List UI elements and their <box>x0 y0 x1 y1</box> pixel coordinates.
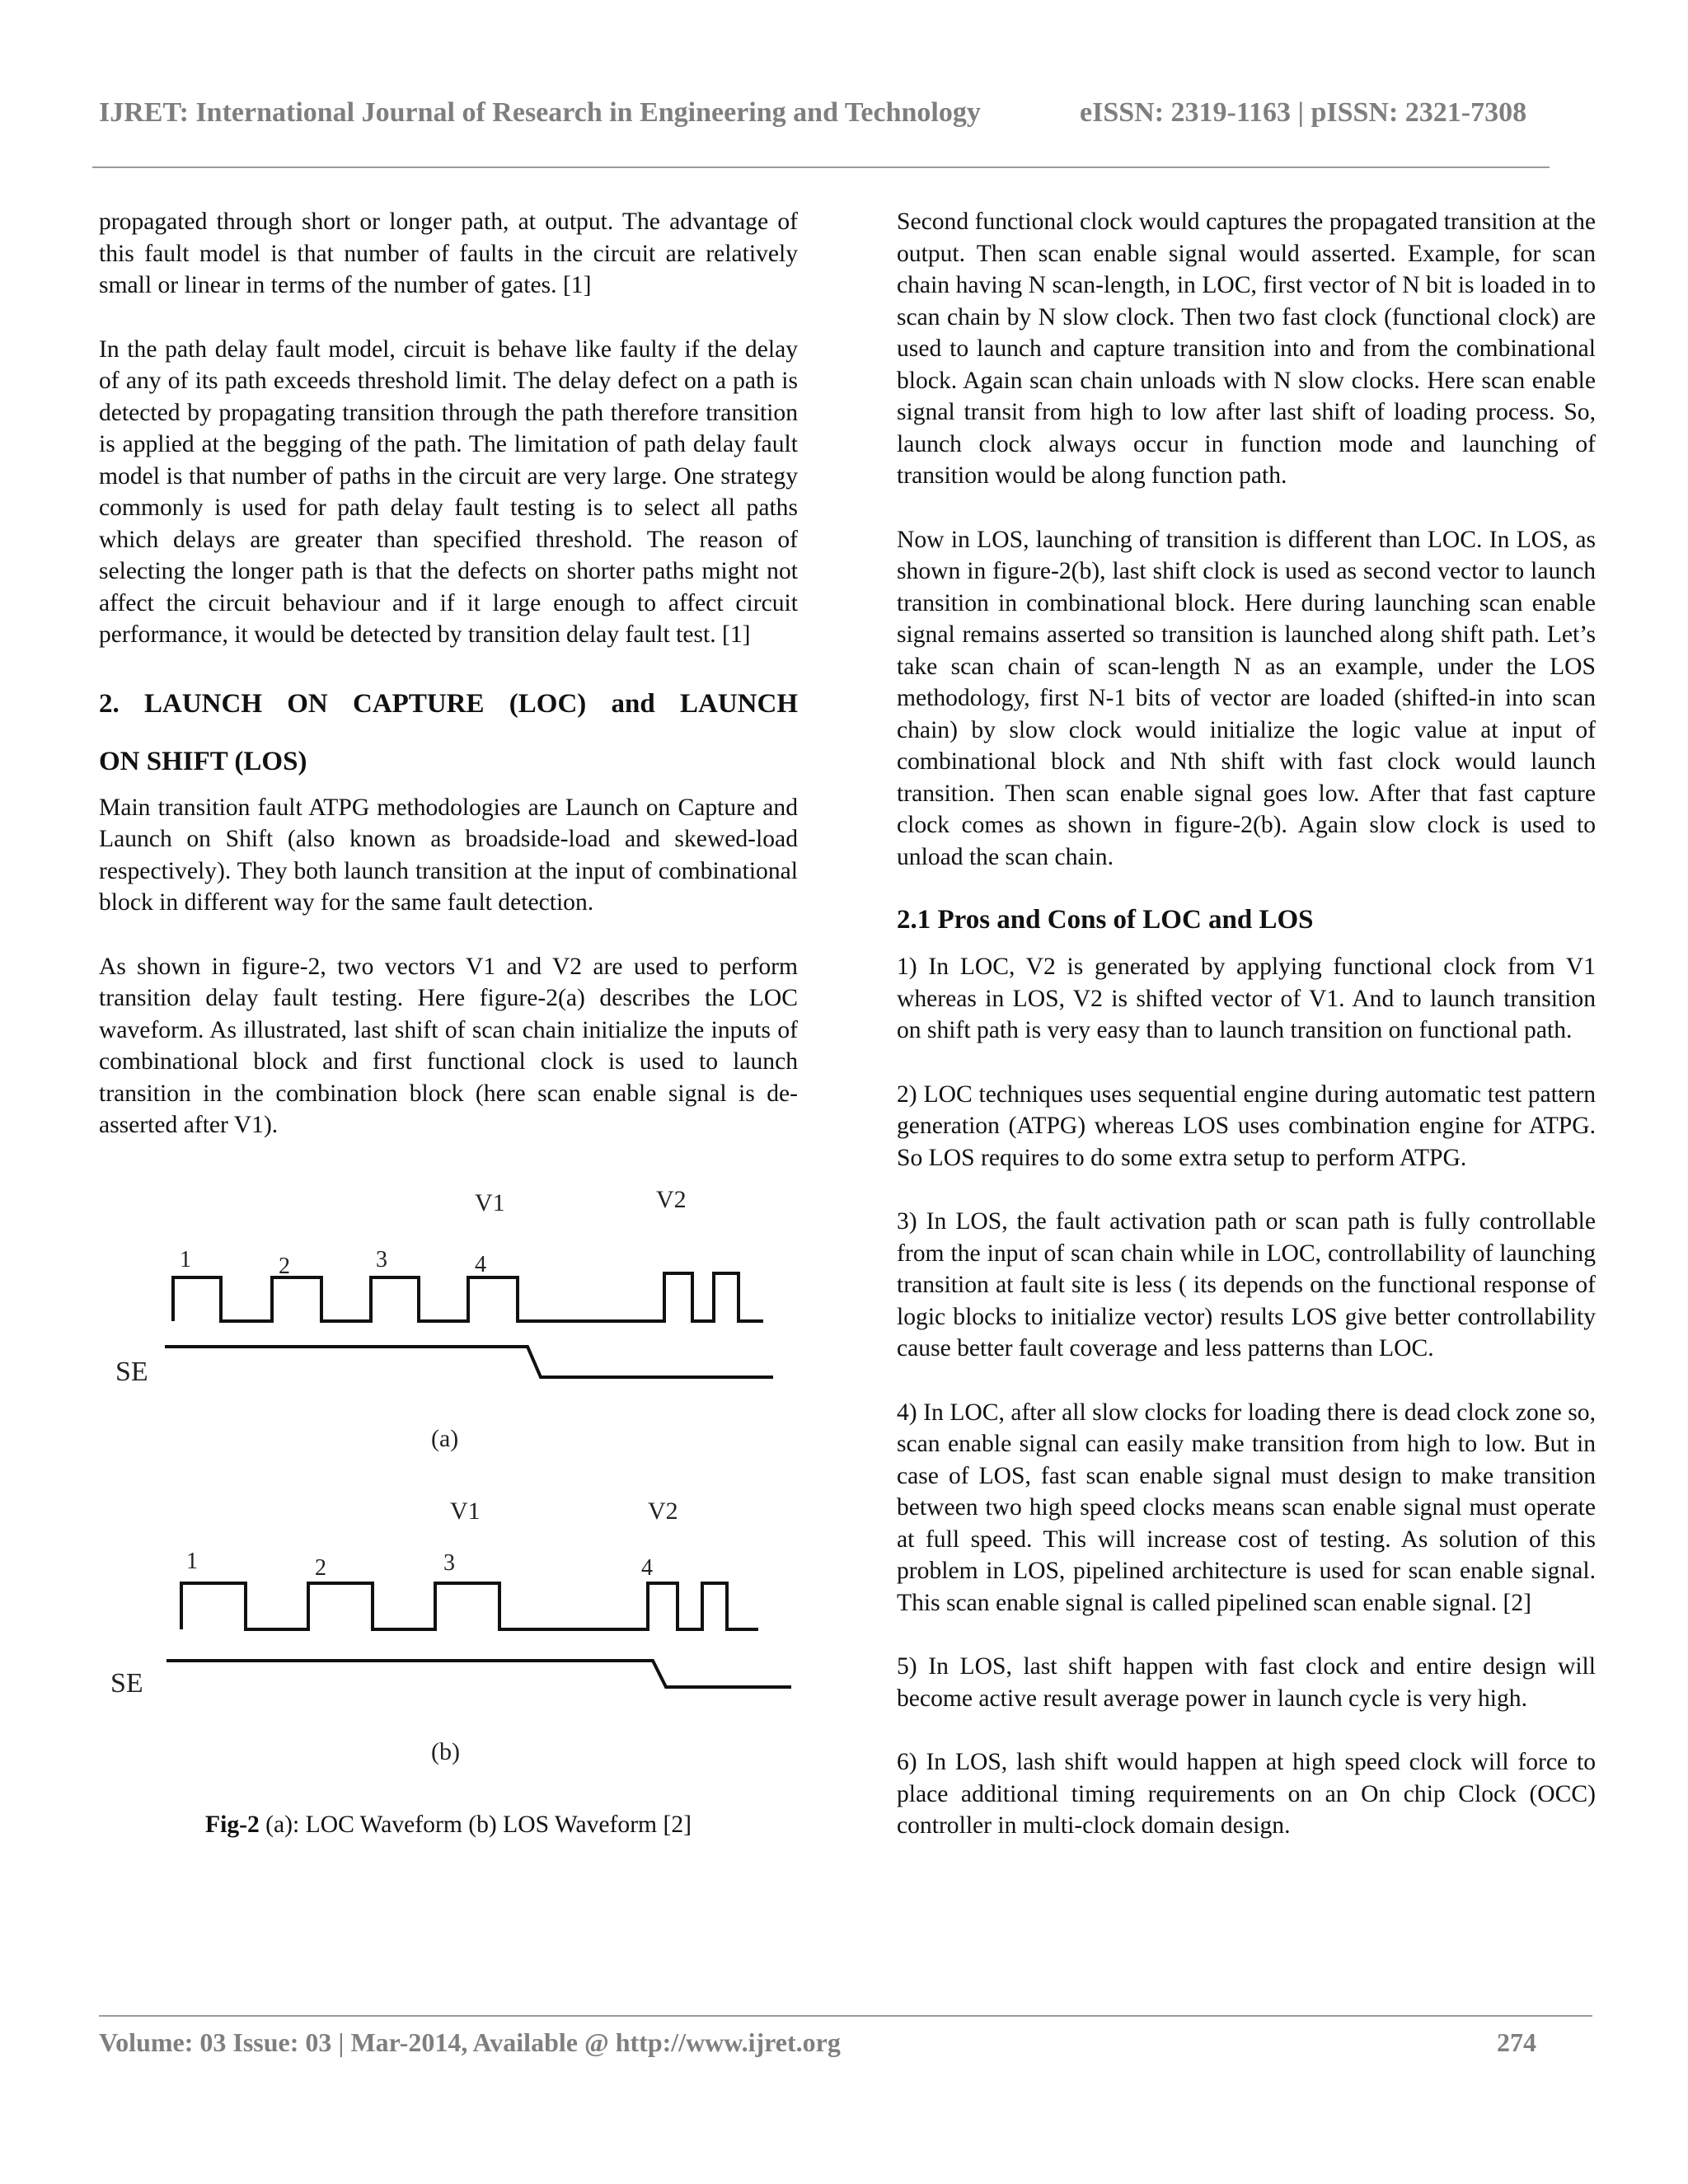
list-item: 6) In LOS, lash shift would happen at high speed clock will force to place additional timing requirements on an On chip Clock (OCC) controller in multi-clock domain design. <box>897 1749 1596 1839</box>
waveform-a-pulse-1: 1 <box>180 1246 191 1272</box>
figure-caption-label: Fig-2 <box>205 1811 260 1838</box>
right-column <box>897 206 1596 1874</box>
waveform-b <box>110 1497 791 1765</box>
section-2-heading-line-2: ON SHIFT (LOS) <box>99 746 307 776</box>
waveform-b-sublabel: (b) <box>431 1737 460 1765</box>
waveform-diagram <box>99 1174 798 1801</box>
right-paragraph-1: Second functional clock would captures the propagated transition at the output. Then scan enable signal would asserted. Example, for scan chain having N scan-length, in LOC, first vector of N bit is loaded in to scan chain by N slow clock. Then two fast clock (functional clock) are used to launch and capture transition into and from the combinational block. Again scan chain unloads with N slow clocks. Here scan enable signal transit from high to low after last shift of loading process. So, launch clock always occur in function mode and launching of transition would be along function path. <box>897 209 1596 489</box>
figure-2 <box>99 1174 798 1900</box>
header-rule <box>92 166 1550 168</box>
figure-caption-text: (a): LOC Waveform (b) LOS Waveform [2] <box>259 1811 692 1838</box>
waveform-a-se-label: SE <box>115 1356 148 1387</box>
page-header <box>99 97 1550 138</box>
issn-line: eISSN: 2319-1163 | pISSN: 2321-7308 <box>1080 97 1527 128</box>
right-paragraph-2: Now in LOS, launching of transition is different than LOC. In LOS, as shown in figure-2(b), last shift clock is used as second vector to launch transition in combinational block. Here during launching scan enable signal remains asserted so transition is launched along shift path. Let’s take scan chain of scan-length N as an example, under the LOS methodology, first N-1 bits of vector are loaded (shifted-in into scan chain) by slow clock would initialize the logic value at input of combinational block and Nth shift with fast clock would launch transition. Then scan enable signal goes low. After that fast capture clock comes as shown in figure-2(b). Again slow clock is used to unload the scan chain. <box>897 526 1596 870</box>
waveform-a-pulse-4: 4 <box>475 1251 486 1277</box>
waveform-b-v1-label: V1 <box>450 1497 481 1525</box>
section-2-heading-line-1: 2. LAUNCH ON CAPTURE (LOC) and LAUNCH <box>99 688 798 719</box>
waveform-a-clock <box>173 1273 763 1321</box>
waveform-b-pulse-1: 1 <box>186 1548 198 1574</box>
waveform-a-v2-label: V2 <box>656 1185 687 1213</box>
waveform-a-pulse-2: 2 <box>279 1253 290 1279</box>
waveform-b-pulse-4: 4 <box>641 1554 653 1581</box>
figure-caption <box>99 1809 798 1841</box>
list-item: 5) In LOS, last shift happen with fast clock and entire design will become active result average power in launch cycle is very high. <box>897 1653 1596 1712</box>
section-2-1-heading: 2.1 Pros and Cons of LOC and LOS <box>897 905 1314 935</box>
left-paragraph-2: In the path delay fault model, circuit is behave like faulty if the delay of any of its path exceeds threshold limit. The delay defect on a path is detected by propagating transition through the path therefore transition is applied at the begging of the path. The limitation of path delay fault model is that number of paths in the circuit are very large. One strategy commonly is used for path delay fault testing is to select all paths which delays are greater than specified threshold. The reason of selecting the longer path is that the defects on shorter paths might not affect the circuit behaviour and if it large enough to affect circuit performance, it would be detected by transition delay fault test. [1] <box>99 335 798 648</box>
list-item: 4) In LOC, after all slow clocks for loading there is dead clock zone so, scan enable signal can easily make transition from high to low. But in case of LOS, fast scan enable signal must design to make transition between two high speed clocks means scan enable signal must operate at full speed. This will increase cost of testing. As solution of this problem in LOS, pipelined architecture is used for scan enable signal. This scan enable signal is called pipelined scan enable signal. [2] <box>897 1399 1596 1616</box>
waveform-a-sublabel: (a) <box>431 1424 459 1452</box>
list-item: 1) In LOC, V2 is generated by applying functional clock from V1 whereas in LOS, V2 is shifted vector of V1. And to launch transition on shift path is very easy than to launch transition on functional path. <box>897 954 1596 1043</box>
volume-info: Volume: 03 Issue: 03 | Mar-2014, Available @ http://www.ijret.org <box>99 2027 841 2057</box>
left-column <box>99 206 798 1900</box>
left-paragraph-4: As shown in figure-2, two vectors V1 and V2 are used to perform transition delay fault testing. Here figure-2(a) describes the LOC waveform. As illustrated, last shift of scan chain initialize the inputs of combinational block and first functional clock is used to launch transition in the combination block (here scan enable signal is de-asserted after V1). <box>99 953 798 1138</box>
waveform-a <box>115 1186 773 1452</box>
left-paragraph-3: Main transition fault ATPG methodologies are Launch on Capture and Launch on Shift (also known as broadside-load and skewed-load respectively). They both launch transition at the input of combinational block in different way for the same fault detection. <box>99 794 798 916</box>
list-item: 3) In LOS, the fault activation path or scan path is fully controllable from the input of scan chain while in LOC, controllability of launching transition at fault site is less ( its depends on the functional response of logic blocks to initialize vector) results LOS give better controllability cause better fault coverage and less patterns than LOC. <box>897 1208 1596 1361</box>
waveform-a-v1-label: V1 <box>475 1188 505 1216</box>
left-paragraph-1: propagated through short or longer path, at output. The advantage of this fault model is that number of faults in the circuit are relatively small or linear in terms of the number of gates. [1] <box>99 209 798 298</box>
waveform-b-clock <box>181 1583 758 1629</box>
journal-title: IJRET: International Journal of Research in Engineering and Technology <box>99 97 981 128</box>
waveform-a-pulse-3: 3 <box>376 1246 387 1272</box>
waveform-b-pulse-2: 2 <box>315 1554 326 1581</box>
waveform-b-v2-label: V2 <box>648 1497 678 1525</box>
waveform-a-se-signal <box>165 1347 773 1377</box>
list-item: 2) LOC techniques uses sequential engine during automatic test pattern generation (ATPG) whereas LOS uses combination engine for ATPG. So LOS requires to do some extra setup to perform ATPG. <box>897 1080 1596 1171</box>
waveform-b-se-label: SE <box>110 1667 143 1699</box>
waveform-b-se-signal <box>166 1661 791 1687</box>
section-2-heading <box>99 675 798 790</box>
footer-rule <box>99 2015 1592 2017</box>
waveform-b-pulse-3: 3 <box>443 1549 455 1576</box>
pros-cons-list <box>897 951 1596 1842</box>
page-number: 274 <box>1497 2027 1536 2057</box>
